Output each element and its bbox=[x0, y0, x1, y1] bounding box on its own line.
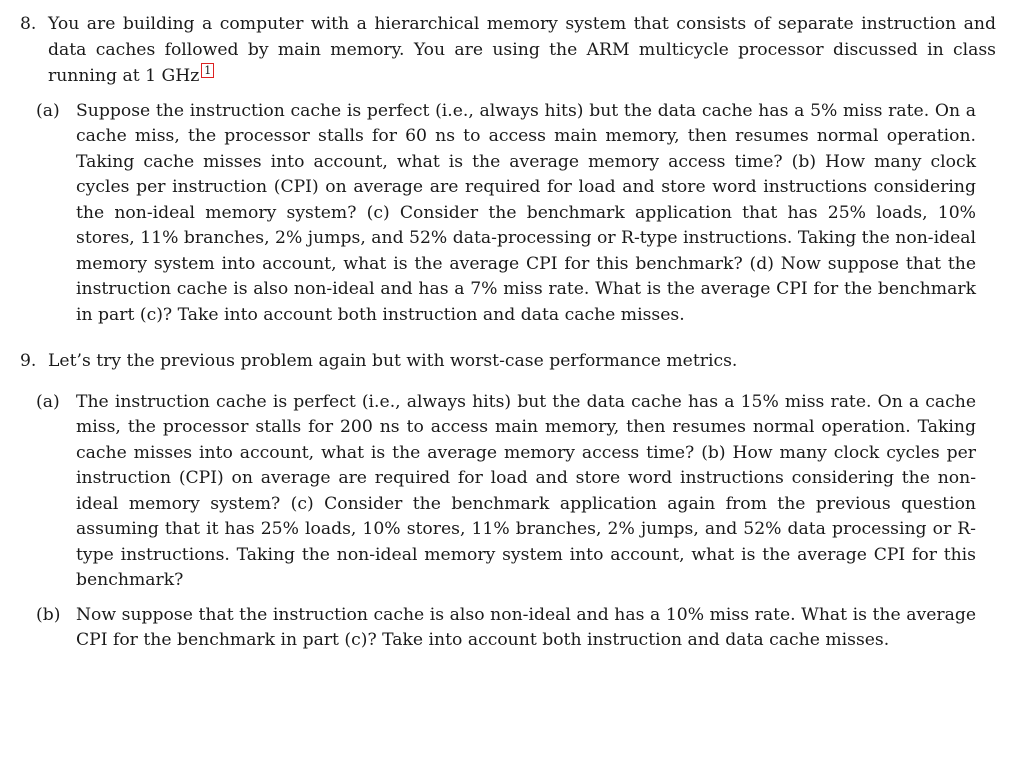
problem-intro-text: You are building a computer with a hierarchical memory system that consists of separate instruction and data caches followed by main memory. You are using the ARM multicycle processor discussed in class running at 1 GHz bbox=[48, 14, 996, 86]
problem-9 bbox=[20, 349, 996, 375]
footnote-link[interactable]: 1 bbox=[201, 63, 214, 78]
problem-9-part-b bbox=[36, 603, 976, 654]
problem-8-part-a bbox=[36, 99, 976, 329]
part-text: Suppose the instruction cache is perfect (i.e., always hits) but the data cache has a 5% miss rate. On a cache miss, the processor stalls for 60 ns to access main memory, then resumes normal operation. Taking cache misses into account, what is the average memory access time? (b) How many clock cycles per instruction (CPI) on average are required for load and store word instructions considering the non-ideal memory system? (c) Consider the benchmark application that has 25% loads, 10% stores, 11% branches, 2% jumps, and 52% data-processing or R-type instructions. Taking the non-ideal memory system into account, what is the average CPI for this benchmark? (d) Now suppose that the instruction cache is also non-ideal and has a 7% miss rate. What is the average CPI for the benchmark in part (c)? Take into account both instruction and data cache misses. bbox=[76, 100, 976, 325]
part-label: (a) bbox=[36, 391, 60, 412]
part-text: Now suppose that the instruction cache is also non-ideal and has a 10% miss rate. What is the average CPI for the benchmark in part (c)? Take into account both instruction and data cache misses. bbox=[76, 604, 976, 650]
problem-9-part-a bbox=[36, 390, 976, 594]
problem-intro: Let’s try the previous problem again but with worst-case performance metrics. bbox=[48, 351, 738, 371]
part-label: (b) bbox=[36, 604, 61, 625]
problem-8 bbox=[20, 12, 996, 90]
problem-number: 9. bbox=[20, 351, 37, 371]
problem-intro bbox=[48, 12, 996, 90]
part-label: (a) bbox=[36, 100, 60, 121]
part-text: The instruction cache is perfect (i.e., always hits) but the data cache has a 15% miss rate. On a cache miss, the processor stalls for 200 ns to access main memory, then resumes normal operation. Taking cache misses into account, what is the average memory access time? (b) How many clock cycles per instruction (CPI) on average are required for load and store word instructions considering the non-ideal memory system? (c) Consider the benchmark application again from the previous question assuming that it has 25% loads, 10% stores, 11% branches, 2% jumps, and 52% data processing or R-type instructions. Taking the non-ideal memory system into account, what is the average CPI for this benchmark? bbox=[76, 391, 976, 590]
problem-number: 8. bbox=[20, 14, 37, 34]
